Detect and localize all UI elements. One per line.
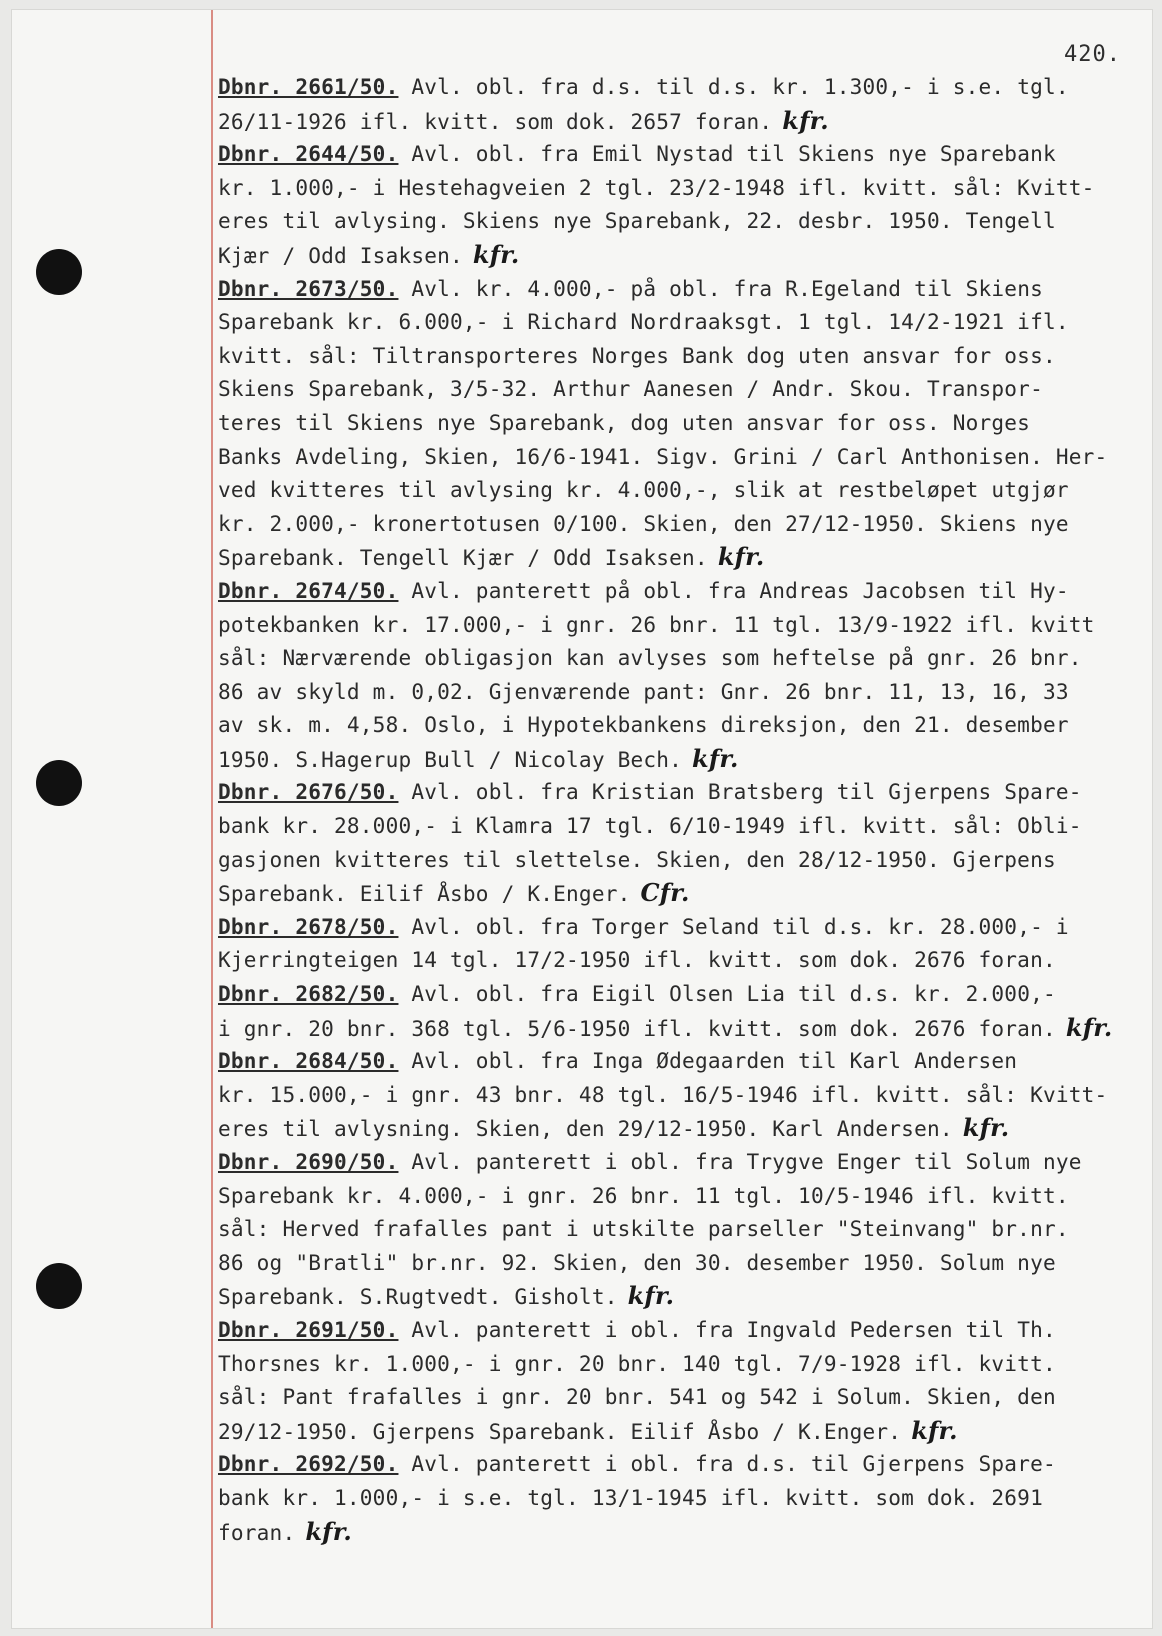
entry-line — [218, 675, 1128, 709]
entry-first-line — [218, 272, 1128, 306]
entry-reference: Dbnr. 2661/50. — [218, 74, 399, 99]
entry-line — [218, 843, 1128, 877]
entry-text: Sparebank. S.Rugtvedt. Gisholt. — [218, 1284, 618, 1310]
entry-first-line — [218, 1447, 1128, 1481]
entry-first-line — [218, 137, 1128, 171]
entry-text: 26/11-1926 ifl. kvitt. som dok. 2657 foran. — [218, 108, 773, 134]
entry-line — [218, 1414, 1128, 1448]
entry-line — [218, 204, 1128, 238]
entry-line — [218, 440, 1128, 474]
entry-text: Kjerringteigen 14 tgl. 17/2-1950 ifl. kvitt. som dok. 2676 foran. — [218, 947, 1056, 973]
entry-first-line — [218, 70, 1128, 104]
entry-line — [218, 305, 1128, 339]
entry-text: Kjær / Odd Isaksen. — [218, 242, 463, 268]
entry-text: Sparebank kr. 4.000,- i gnr. 26 bnr. 11 tgl. 10/5-1946 ifl. kvitt. — [218, 1182, 1069, 1208]
entry-text: Thorsnes kr. 1.000,- i gnr. 20 bnr. 140 tgl. 7/9-1928 ifl. kvitt. — [218, 1350, 1056, 1376]
handwritten-initials: kfr. — [1065, 1012, 1113, 1042]
entry-reference: Dbnr. 2691/50. — [218, 1316, 399, 1342]
entry-line — [218, 1380, 1128, 1414]
entry-text: kr. 1.000,- i Hestehagveien 2 tgl. 23/2-1948 ifl. kvitt. sål: Kvitt- — [218, 174, 1095, 200]
handwritten-initials: Cfr. — [640, 878, 690, 908]
entry-line — [218, 1279, 1128, 1313]
handwritten-initials: kfr. — [962, 1113, 1010, 1143]
entry-reference: Dbnr. 2684/50. — [218, 1048, 399, 1074]
entry-text: Avl. obl. fra Inga Ødegaarden til Karl Andersen — [411, 1048, 1018, 1074]
entry-text: ved kvitteres til avlysing kr. 4.000,-, slik at restbeløpet utgjør — [218, 477, 1069, 503]
entry-first-line — [218, 910, 1128, 944]
handwritten-initials: kfr. — [717, 542, 765, 572]
entry-text: eres til avlysning. Skien, den 29/12-1950. Karl Andersen. — [218, 1116, 953, 1142]
entry-text: Sparebank. Eilif Åsbo / K.Enger. — [218, 881, 631, 907]
entry-line — [218, 1011, 1128, 1045]
entry-reference: Dbnr. 2682/50. — [218, 981, 399, 1007]
handwritten-initials: kfr. — [472, 239, 520, 269]
entry-line — [218, 641, 1128, 675]
punch-hole — [36, 249, 82, 295]
entry-text: foran. — [218, 1519, 296, 1545]
entry-line — [218, 406, 1128, 440]
entry-line — [218, 943, 1128, 977]
entry-text: 86 av skyld m. 0,02. Gjenværende pant: Gnr. 26 bnr. 11, 13, 16, 33 — [218, 678, 1069, 704]
handwritten-initials: kfr. — [782, 105, 829, 135]
entry-line — [218, 1481, 1128, 1515]
entry-first-line — [218, 1044, 1128, 1078]
entry-line — [218, 1111, 1128, 1145]
entry-line — [218, 171, 1128, 205]
entry-first-line — [218, 977, 1128, 1011]
entry-text: i gnr. 20 bnr. 368 tgl. 5/6-1950 ifl. kvitt. som dok. 2676 foran. — [218, 1015, 1056, 1041]
entry-text: potekbanken kr. 17.000,- i gnr. 26 bnr. 11 tgl. 13/9-1922 ifl. kvitt — [218, 611, 1095, 637]
entry-reference: Dbnr. 2692/50. — [218, 1451, 399, 1477]
entry-first-line — [218, 775, 1128, 809]
entry-text: Sparebank. Tengell Kjær / Odd Isaksen. — [218, 545, 708, 571]
entry-line — [218, 238, 1128, 272]
entry-reference: Dbnr. 2674/50. — [218, 577, 399, 603]
margin-rule — [211, 10, 213, 1628]
entry-text: eres til avlysing. Skiens nye Sparebank, 22. desbr. 1950. Tengell — [218, 208, 1056, 234]
entry-line — [218, 1212, 1128, 1246]
entry-line — [218, 339, 1128, 373]
entry-line — [218, 1246, 1128, 1280]
entry-text: Avl. panterett i obl. fra d.s. til Gjerpens Spare- — [411, 1451, 1056, 1477]
entry-line — [218, 809, 1128, 843]
entry-line — [218, 742, 1128, 776]
entry-text: Avl. obl. fra Torger Seland til d.s. kr. 28.000,- i — [411, 913, 1069, 939]
entry-line — [218, 473, 1128, 507]
entry-line — [218, 1347, 1128, 1381]
entry-text: Avl. panterett i obl. fra Trygve Enger til Solum nye — [411, 1149, 1082, 1174]
handwritten-initials: kfr. — [692, 743, 739, 773]
page-number: 420. — [1064, 42, 1121, 67]
entry-reference: Dbnr. 2673/50. — [218, 275, 399, 301]
entry-text: Avl. panterett i obl. fra Ingvald Pedersen til Th. — [411, 1316, 1056, 1342]
entry-text: bank kr. 1.000,- i s.e. tgl. 13/1-1945 ifl. kvitt. som dok. 2691 — [218, 1484, 1043, 1510]
entry-line — [218, 608, 1128, 642]
punch-hole — [36, 760, 82, 806]
entry-text: 1950. S.Hagerup Bull / Nicolay Bech. — [218, 746, 683, 772]
entry-text: sål: Pant frafalles i gnr. 20 bnr. 541 og 542 i Solum. Skien, den — [218, 1384, 1056, 1410]
entry-line — [218, 540, 1128, 574]
punch-hole — [36, 1263, 82, 1309]
entry-text: Avl. kr. 4.000,- på obl. fra R.Egeland til Skiens — [411, 275, 1043, 301]
entry-text: sål: Herved frafalles pant i utskilte parseller "Steinvang" br.nr. — [218, 1216, 1069, 1242]
entry-text: Skiens Sparebank, 3/5-32. Arthur Aanesen / Andr. Skou. Transpor- — [218, 376, 1043, 402]
entry-line — [218, 507, 1128, 541]
entry-text: Avl. obl. fra Eigil Olsen Lia til d.s. kr. 2.000,- — [411, 981, 1056, 1007]
entry-line — [218, 372, 1128, 406]
entry-reference: Dbnr. 2690/50. — [218, 1149, 399, 1174]
entry-reference: Dbnr. 2678/50. — [218, 913, 399, 939]
entry-text: Avl. obl. fra Kristian Bratsberg til Gjerpens Spare- — [411, 779, 1082, 805]
entry-text: av sk. m. 4,58. Oslo, i Hypotekbankens direksjon, den 21. desember — [218, 712, 1069, 738]
entry-text: Sparebank kr. 6.000,- i Richard Nordraaksgt. 1 tgl. 14/2-1921 ifl. — [218, 309, 1069, 335]
entry-line — [218, 104, 1128, 138]
handwritten-initials: kfr. — [627, 1281, 675, 1311]
entry-line — [218, 1078, 1128, 1112]
entry-text: kr. 15.000,- i gnr. 43 bnr. 48 tgl. 16/5-1946 ifl. kvitt. sål: Kvitt- — [218, 1081, 1108, 1107]
entry-text: bank kr. 28.000,- i Klamra 17 tgl. 6/10-1949 ifl. kvitt. sål: Obli- — [218, 813, 1082, 839]
entry-text: gasjonen kvitteres til slettelse. Skien, den 28/12-1950. Gjerpens — [218, 846, 1056, 872]
entry-text: teres til Skiens nye Sparebank, dog uten ansvar for oss. Norges — [218, 409, 1031, 435]
entry-text: Avl. obl. fra d.s. til d.s. kr. 1.300,- i s.e. tgl. — [411, 74, 1069, 99]
entry-first-line — [218, 574, 1128, 608]
entry-text: Avl. panterett på obl. fra Andreas Jacobsen til Hy- — [411, 577, 1069, 603]
entry-first-line — [218, 1313, 1128, 1347]
entry-line — [218, 876, 1128, 910]
entry-line — [218, 1515, 1128, 1549]
entry-text: Avl. obl. fra Emil Nystad til Skiens nye Sparebank — [411, 141, 1056, 167]
entry-reference: Dbnr. 2676/50. — [218, 779, 399, 805]
entry-text: kvitt. sål: Tiltransporteres Norges Bank dog uten ansvar for oss. — [218, 342, 1056, 368]
entry-line — [218, 708, 1128, 742]
entry-reference: Dbnr. 2644/50. — [218, 141, 399, 167]
entry-text: sål: Nærværende obligasjon kan avlyses som heftelse på gnr. 26 bnr. — [218, 645, 1082, 671]
handwritten-initials: kfr. — [911, 1415, 958, 1445]
entry-first-line — [218, 1145, 1128, 1179]
entry-text: kr. 2.000,- kronertotusen 0/100. Skien, den 27/12-1950. Skiens nye — [218, 510, 1069, 536]
handwritten-initials: kfr. — [305, 1516, 352, 1546]
entry-text: 29/12-1950. Gjerpens Sparebank. Eilif Åsbo / K.Enger. — [218, 1418, 902, 1444]
entry-line — [218, 1179, 1128, 1213]
entry-text: Banks Avdeling, Skien, 16/6-1941. Sigv. Grini / Carl Anthonisen. Her- — [218, 443, 1108, 469]
entry-text: 86 og "Bratli" br.nr. 92. Skien, den 30. desember 1950. Solum nye — [218, 1249, 1056, 1275]
ledger-entries — [218, 70, 1128, 1548]
